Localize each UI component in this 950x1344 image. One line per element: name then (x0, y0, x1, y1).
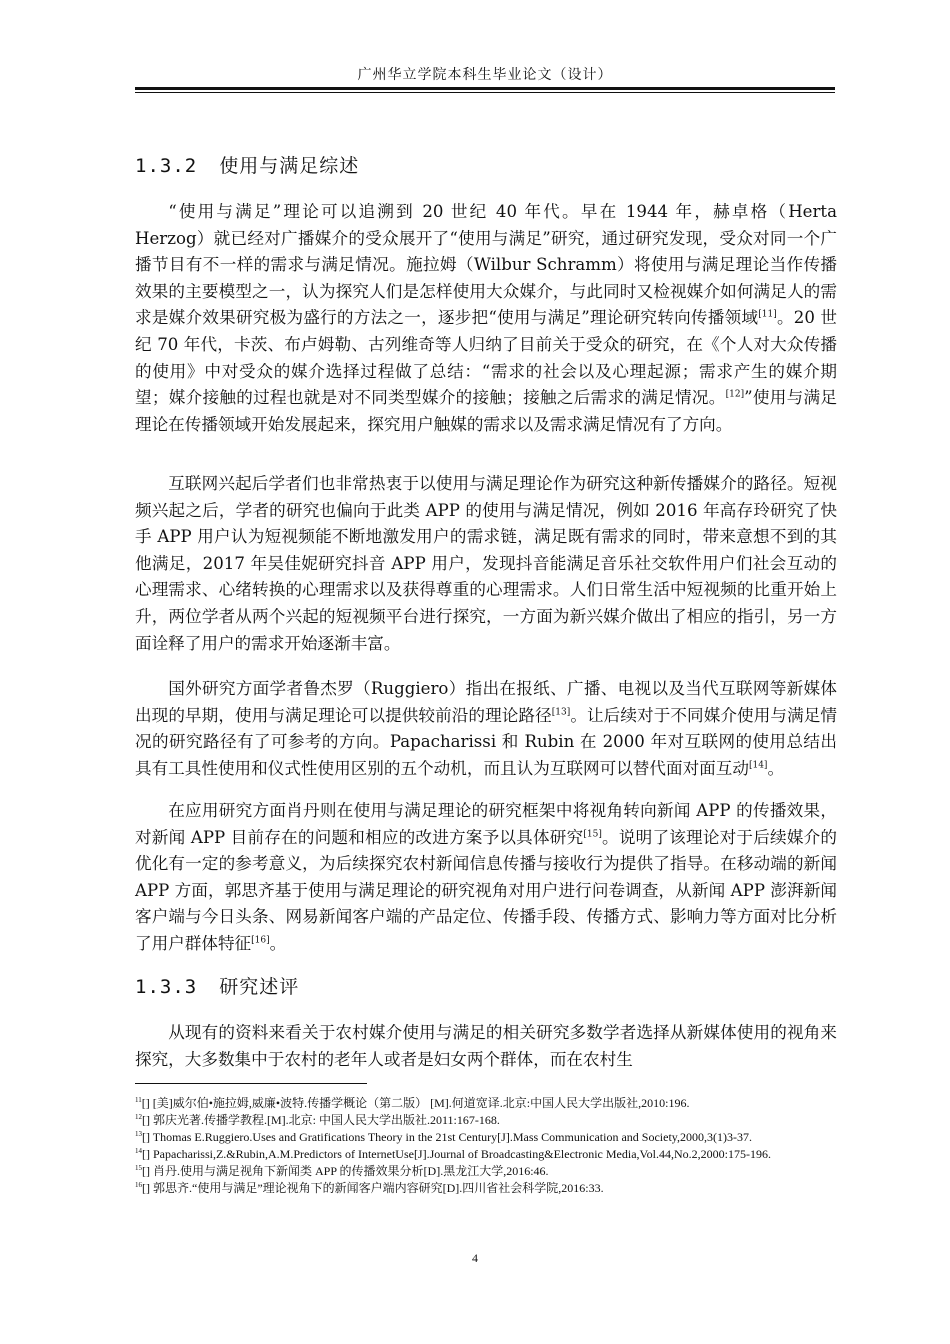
paragraph-text: 在应用研究方面肖丹则在使用与满足理论的研究框架中将视角转向新闻 APP 的传播效果，对新闻 APP 目前存在的问题和相应的改进方案予以具体研究 (135, 801, 837, 847)
running-header: 广州华立学院本科生毕业论文（设计） (357, 67, 613, 83)
footnote-text: [] 肖丹.使用与满足视角下新闻类 APP 的传播效果分析[D].黑龙江大学,2016:46. (142, 1164, 549, 1178)
footnote-15 (135, 1163, 837, 1180)
paragraph-text: 。 (767, 758, 785, 778)
footnote-text: [] [美]威尔伯•施拉姆,威廉•波特.传播学概论（第二版） [M].何道宽译.北京:中国人民大学出版社,2010:196. (141, 1096, 690, 1110)
paragraph-text: 。20 世纪 70 年代，卡茨、布卢姆勒、古列维奇等人归纳了目前关于受众的研究，在《个人对大众传播的使用》中对受众的媒介选择过程做了总结：“需求的社会以及心理起源；需求产生的媒介期望；媒介接触的过程也就是对不同类型媒介的接触；接触之后需求的满足情况。 (135, 308, 837, 408)
footnote-text: [] 郭庆光著.传播学教程.[M].北京: 中国人民大学出版社.2011:167-168. (142, 1113, 500, 1127)
citation-ref: [11] (758, 309, 777, 320)
footnotes (135, 1095, 837, 1197)
footnote-mark: 13 (135, 1130, 142, 1138)
footnote-11 (135, 1095, 837, 1112)
footnote-text: [] Thomas E.Ruggiero.Uses and Gratifications Theory in the 21st Century[J].Mass Communication and Society,2000,3(1)3-37. (142, 1130, 753, 1144)
citation-ref: [16] (251, 935, 270, 946)
section-title: 使用与满足综述 (219, 155, 360, 177)
paragraph-2 (135, 471, 837, 657)
footnote-mark: 16 (135, 1181, 142, 1189)
section-number: 1.3.3 (135, 976, 198, 998)
paragraph-1 (135, 199, 837, 438)
citation-ref: [15] (583, 829, 602, 840)
paragraph-text: 。说明了该理论对于后续媒介的优化有一定的参考意义，为后续探究农村新闻信息传播与接收行为提供了指导。在移动端的新闻 APP 方面，郭思齐基于使用与满足理论的研究视角对用户进行问卷调查，从新闻 APP 澎湃新闻客户端与今日头条、网易新闻客户端的产品定位、传播手段、传播方式、影响力等方面对比分析了用户群体特征 (135, 827, 837, 953)
footnote-13 (135, 1129, 837, 1146)
paragraph-5 (135, 1020, 837, 1073)
footnote-mark: 12 (135, 1113, 142, 1121)
section-number: 1.3.2 (135, 155, 198, 177)
footnote-mark: 11 (135, 1096, 142, 1104)
header-rule (135, 87, 835, 93)
footnote-14 (135, 1146, 837, 1163)
footnote-mark: 14 (135, 1147, 142, 1155)
paragraph-text: “使用与满足”理论可以追溯到 20 世纪 40 年代。早在 1944 年，赫卓格（Herta Herzog）就已经对广播媒介的受众展开了“使用与满足”研究，通过研究发现，受众对同一个广播节目有不一样的需求与满足情况。施拉姆（Wilbur Schramm）将使用与满足理论当作传播效果的主要模型之一，认为探究人们是怎样使用大众媒介，与此同时又检视媒介如何满足人的需求是媒介效果研究极为盛行的方法之一，逐步把“使用与满足”理论研究转向传播领域 (135, 202, 837, 328)
footnote-text: [] Papacharissi,Z.&Rubin,A.M.Predictors of InternetUse[J].Journal of Broadcasting&Electronic Media,Vol.44,No.2,2000:175-196. (142, 1147, 771, 1161)
section-title: 研究述评 (219, 976, 300, 998)
footnote-16 (135, 1180, 837, 1197)
citation-ref: [12] (725, 389, 745, 400)
paragraph-text: 国外研究方面学者鲁杰罗（Ruggiero）指出在报纸、广播、电视以及当代互联网等新媒体出现的早期，使用与满足理论可以提供较前沿的理论路径 (135, 679, 837, 725)
paragraph-3 (135, 676, 837, 782)
paragraph-text: 。 (269, 933, 287, 953)
footnote-text: [] 郭思齐.“使用与满足”理论视角下的新闻客户端内容研究[D].四川省社会科学院,2016:33. (142, 1181, 604, 1195)
citation-ref: [13] (551, 707, 571, 718)
paragraph-text: 。让后续对于不同媒介使用与满足情况的研究路径有了可参考的方向。Papacharissi 和 Rubin 在 2000 年对互联网的使用总结出具有工具性使用和仪式性使用区别的五个动机，而且认为互联网可以替代面对面互动 (135, 705, 838, 778)
page-number: 4 (472, 1251, 478, 1265)
paragraph-4 (135, 798, 837, 958)
paragraph-text: 从现有的资料来看关于农村媒介使用与满足的相关研究多数学者选择从新媒体使用的视角来探究，大多数集中于农村的老年人或者是妇女两个群体，而在农村生 (135, 1023, 837, 1069)
section-heading-1-3-3 (135, 972, 299, 999)
paragraph-text: 互联网兴起后学者们也非常热衷于以使用与满足理论作为研究这种新传播媒介的路径。短视频兴起之后，学者的研究也偏向于此类 APP 的使用与满足情况，例如 2016 年高存玲研究了快手 APP 用户认为短视频能不断地激发用户的需求链，满足既有需求的同时，带来意想不到的其他满足，2017 年吴佳妮研究抖音 APP 用户，发现抖音能满足音乐社交软件用户们社会互动的心理需求、心绪转换的心理需求以及获得尊重的心理需求。人们日常生活中短视频的比重开始上升，两位学者从两个兴起的短视频平台进行探究，一方面为新兴媒介做出了相应的指引，另一方面诠释了用户的需求开始逐渐丰富。 (135, 474, 837, 653)
footnote-12 (135, 1112, 837, 1129)
paragraph-text: ”使用与满足理论在传播领域开始发展起来，探究用户触媒的需求以及需求满足情况有了方向。 (135, 388, 838, 434)
footnote-rule (135, 1083, 367, 1084)
citation-ref: [14] (748, 760, 768, 771)
footnote-mark: 15 (135, 1164, 142, 1172)
section-heading-1-3-2 (135, 151, 359, 178)
